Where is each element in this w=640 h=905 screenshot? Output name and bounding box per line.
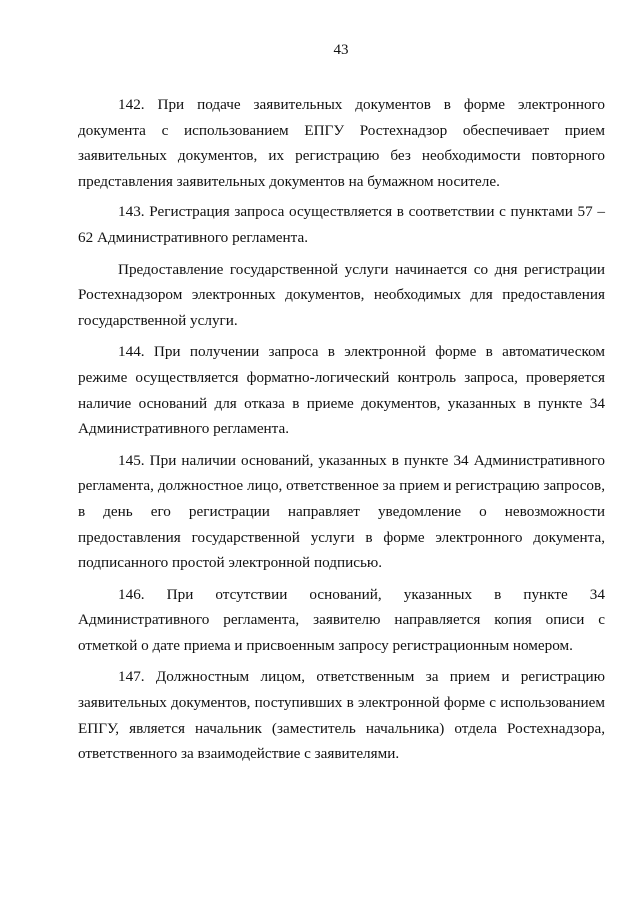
paragraph-142: 142. При подаче заявительных документов в форме электронного документа с использованием ЕПГУ Ростехнадзор обеспечивает прием заявительных документов, их регистрацию без необходимости повторного представления заявительных документов на бумажном носителе. bbox=[78, 96, 605, 190]
paragraph-147: 147. Должностным лицом, ответственным за прием и регистрацию заявительных документов, поступивших в электронной форме с использованием ЕПГУ, является начальник (заместитель начальника) отдела Ростехнадзора, ответственного за взаимодействие с заявителями. bbox=[78, 668, 605, 763]
paragraph-143-continuation: Предоставление государственной услуги начинается со дня регистрации Ростехнадзором электронных документов, необходимых для предоставления государственной услуги. bbox=[78, 260, 605, 329]
page-number: 43 bbox=[333, 42, 349, 58]
paragraph-144: 144. При получении запроса в электронной форме в автоматическом режиме осуществляется форматно-логический контроль запроса, проверяется наличие оснований для отказа в приеме документов, указанных в пункте 34 Административного регламента. bbox=[78, 343, 605, 438]
paragraph-146: 146. При отсутствии оснований, указанных в пункте 34 Административного регламента, заявителю направляется копия описи с отметкой о дате приема и присвоенным запросу регистрационным номером. bbox=[78, 585, 605, 654]
paragraph-145: 145. При наличии оснований, указанных в пункте 34 Административного регламента, должностное лицо, ответственное за прием и регистрацию запросов, в день его регистрации направляет уведомление о невозможности предоставления государственной услуги в форме электронного документа, подписанного простой электронной подписью. bbox=[78, 451, 605, 572]
document-body bbox=[78, 92, 605, 767]
paragraph-143: 143. Регистрация запроса осуществляется в соответствии с пунктами 57 – 62 Административного регламента. bbox=[78, 203, 605, 246]
